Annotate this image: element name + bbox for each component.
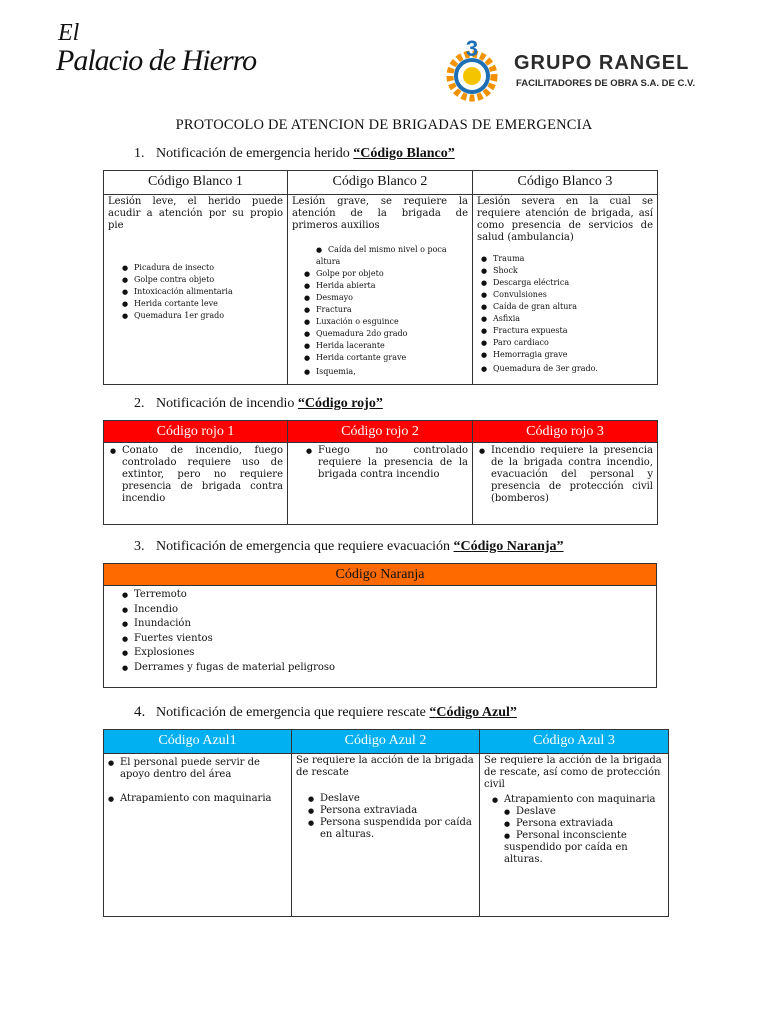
logo-left-line1: El xyxy=(58,20,80,46)
evacuation-list xyxy=(134,588,656,675)
rescue-list xyxy=(504,794,664,866)
list-item: ● Golpe contra objeto xyxy=(134,274,287,286)
table-cell xyxy=(104,195,288,385)
list-item: ● Fuertes vientos xyxy=(134,632,656,647)
palacio-de-hierro-logo xyxy=(52,20,257,80)
rescue-list xyxy=(320,793,475,841)
table-cell xyxy=(480,754,669,917)
cell-description: Lesión severa en la cual se requiere atención de brigada, así como presencia de servicios de salud (ambulancia) xyxy=(477,196,653,243)
table-header: Código Blanco 3 xyxy=(473,171,658,195)
list-item: ● Terremoto xyxy=(134,588,656,603)
section-code: “Código Naranja” xyxy=(453,539,564,554)
table-cell xyxy=(288,195,473,385)
list-item: ● Fractura expuesta xyxy=(493,325,657,337)
list-item: ● Caída de gran altura xyxy=(493,301,657,313)
list-item: ● Atrapamiento con maquinaria xyxy=(120,793,287,805)
list-item: ● Quemadura 2do grado xyxy=(316,328,466,340)
table-header: Código Azul 3 xyxy=(480,730,669,754)
section-2-heading xyxy=(134,396,383,412)
table-cell xyxy=(473,195,658,385)
list-item: ● Incendio xyxy=(134,603,656,618)
section-text: Notificación de emergencia herido xyxy=(156,146,354,161)
list-item: ● Desmayo xyxy=(316,292,466,304)
list-item: ● Persona extraviada xyxy=(504,818,664,830)
list-item: ● Golpe por objeto xyxy=(316,268,466,280)
section-number: 4. xyxy=(134,704,146,720)
section-number: 3. xyxy=(134,539,145,554)
gear-logo-icon xyxy=(440,38,506,104)
list-item: ● Deslave xyxy=(504,806,664,818)
list-item: ● Fractura xyxy=(316,304,466,316)
table-header: Código Azul1 xyxy=(104,730,292,754)
table-header: Código rojo 1 xyxy=(104,421,288,443)
codigo-naranja-table xyxy=(103,563,657,688)
cell-description: Lesión grave, se requiere la atención de la brigada de primeros auxilios xyxy=(292,196,468,231)
table-header: Código rojo 2 xyxy=(288,421,473,443)
list-item: ● Herida abierta xyxy=(316,280,466,292)
list-item: ● Paro cardiaco xyxy=(493,337,657,349)
injury-list xyxy=(316,244,466,378)
list-item: ● El personal puede servir de apoyo dentro del área xyxy=(120,757,287,781)
codigo-blanco-table xyxy=(103,170,658,385)
list-item: ● Deslave xyxy=(320,793,475,805)
cell-list xyxy=(122,445,283,505)
document-title: PROTOCOLO DE ATENCION DE BRIGADAS DE EMERGENCIA xyxy=(175,117,593,133)
list-item: ● Incendio requiere la presencia de la brigada contra incendio, evacuación del personal y presencia de protección civil (bomberos) xyxy=(491,445,653,505)
list-item: ● Hemorragia grave xyxy=(493,349,657,361)
cell-description: Se requiere la acción de la brigada de rescate xyxy=(296,755,474,778)
cell-list xyxy=(491,445,653,505)
table-header: Código Azul 2 xyxy=(292,730,480,754)
list-item: ● Persona suspendida por caída en alturas. xyxy=(320,817,475,841)
grupo-rangel-logo xyxy=(440,38,696,104)
section-code: “Código Blanco” xyxy=(353,146,455,161)
section-3-heading xyxy=(134,539,564,555)
list-item: ● Quemadura 1er grado xyxy=(134,310,287,322)
list-item: ● Isquemia, xyxy=(316,366,466,378)
table-header: Código Naranja xyxy=(104,564,657,586)
injury-list xyxy=(134,262,287,322)
section-code: “Código Azul” xyxy=(429,705,517,720)
logo-left-line2: Palacio de Hierro xyxy=(56,44,257,77)
section-text: Notificación de emergencia que requiere evacuación xyxy=(156,539,454,554)
list-item: ● Quemadura de 3er grado. xyxy=(493,363,657,375)
cell-description: Se requiere la acción de la brigada de rescate, así como de protección civil xyxy=(484,755,662,790)
table-cell xyxy=(104,443,288,525)
list-item: ● Intoxicación alimentaria xyxy=(134,286,287,298)
list-item: ● Persona extraviada xyxy=(320,805,475,817)
svg-text:3: 3 xyxy=(465,38,479,61)
section-1-heading xyxy=(134,146,455,162)
logo-right-name: GRUPO RANGEL xyxy=(514,52,690,74)
list-item: ● Personal inconsciente suspendido por caída en alturas. xyxy=(504,830,664,866)
logo-right-subtitle: FACILITADORES DE OBRA S.A. DE C.V. xyxy=(516,78,696,89)
codigo-azul-table xyxy=(103,729,669,917)
list-item: ● Asfixia xyxy=(493,313,657,325)
list-item: ● Luxación o esguince xyxy=(316,316,466,328)
table-cell xyxy=(473,443,658,525)
section-code: “Código rojo” xyxy=(297,396,383,411)
list-item: ● Herida lacerante xyxy=(316,340,466,352)
cell-list xyxy=(318,445,468,481)
table-header: Código Blanco 1 xyxy=(104,171,288,195)
list-item: ● Trauma xyxy=(493,253,657,265)
list-item: ● Fuego no controlado requiere la presencia de la brigada contra incendio xyxy=(318,445,468,481)
table-cell xyxy=(104,586,657,688)
list-item: ● Shock xyxy=(493,265,657,277)
injury-list xyxy=(493,253,657,375)
rescue-list xyxy=(120,757,287,805)
table-cell xyxy=(104,754,292,917)
list-item: ● Derrames y fugas de material peligroso xyxy=(134,661,656,676)
table-cell xyxy=(288,443,473,525)
list-item: ● Picadura de insecto xyxy=(134,262,287,274)
list-item: ● Caída del mismo nivel o poca altura xyxy=(316,244,466,268)
list-item: ● Inundación xyxy=(134,617,656,632)
section-4-heading xyxy=(134,704,517,721)
cell-description: Lesión leve, el herido puede acudir a atención por su propio pie xyxy=(108,196,283,231)
list-item: ● Conato de incendio, fuego controlado requiere uso de extintor, pero no requiere presencia de brigada contra incendio xyxy=(122,445,283,505)
section-text: Notificación de emergencia que requiere rescate xyxy=(156,705,430,720)
list-item: ● Herida cortante leve xyxy=(134,298,287,310)
list-item: ● Explosiones xyxy=(134,646,656,661)
table-header: Código Blanco 2 xyxy=(288,171,473,195)
section-number: 2. xyxy=(134,396,145,411)
section-text: Notificación de incendio xyxy=(156,396,298,411)
list-item: ● Herida cortante grave xyxy=(316,352,466,364)
codigo-rojo-table xyxy=(103,420,658,525)
list-item: ● Convulsiones xyxy=(493,289,657,301)
list-item: ● Atrapamiento con maquinaria xyxy=(504,794,664,806)
table-cell xyxy=(292,754,480,917)
list-item: ● Descarga eléctrica xyxy=(493,277,657,289)
section-number: 1. xyxy=(134,146,145,161)
table-header: Código rojo 3 xyxy=(473,421,658,443)
